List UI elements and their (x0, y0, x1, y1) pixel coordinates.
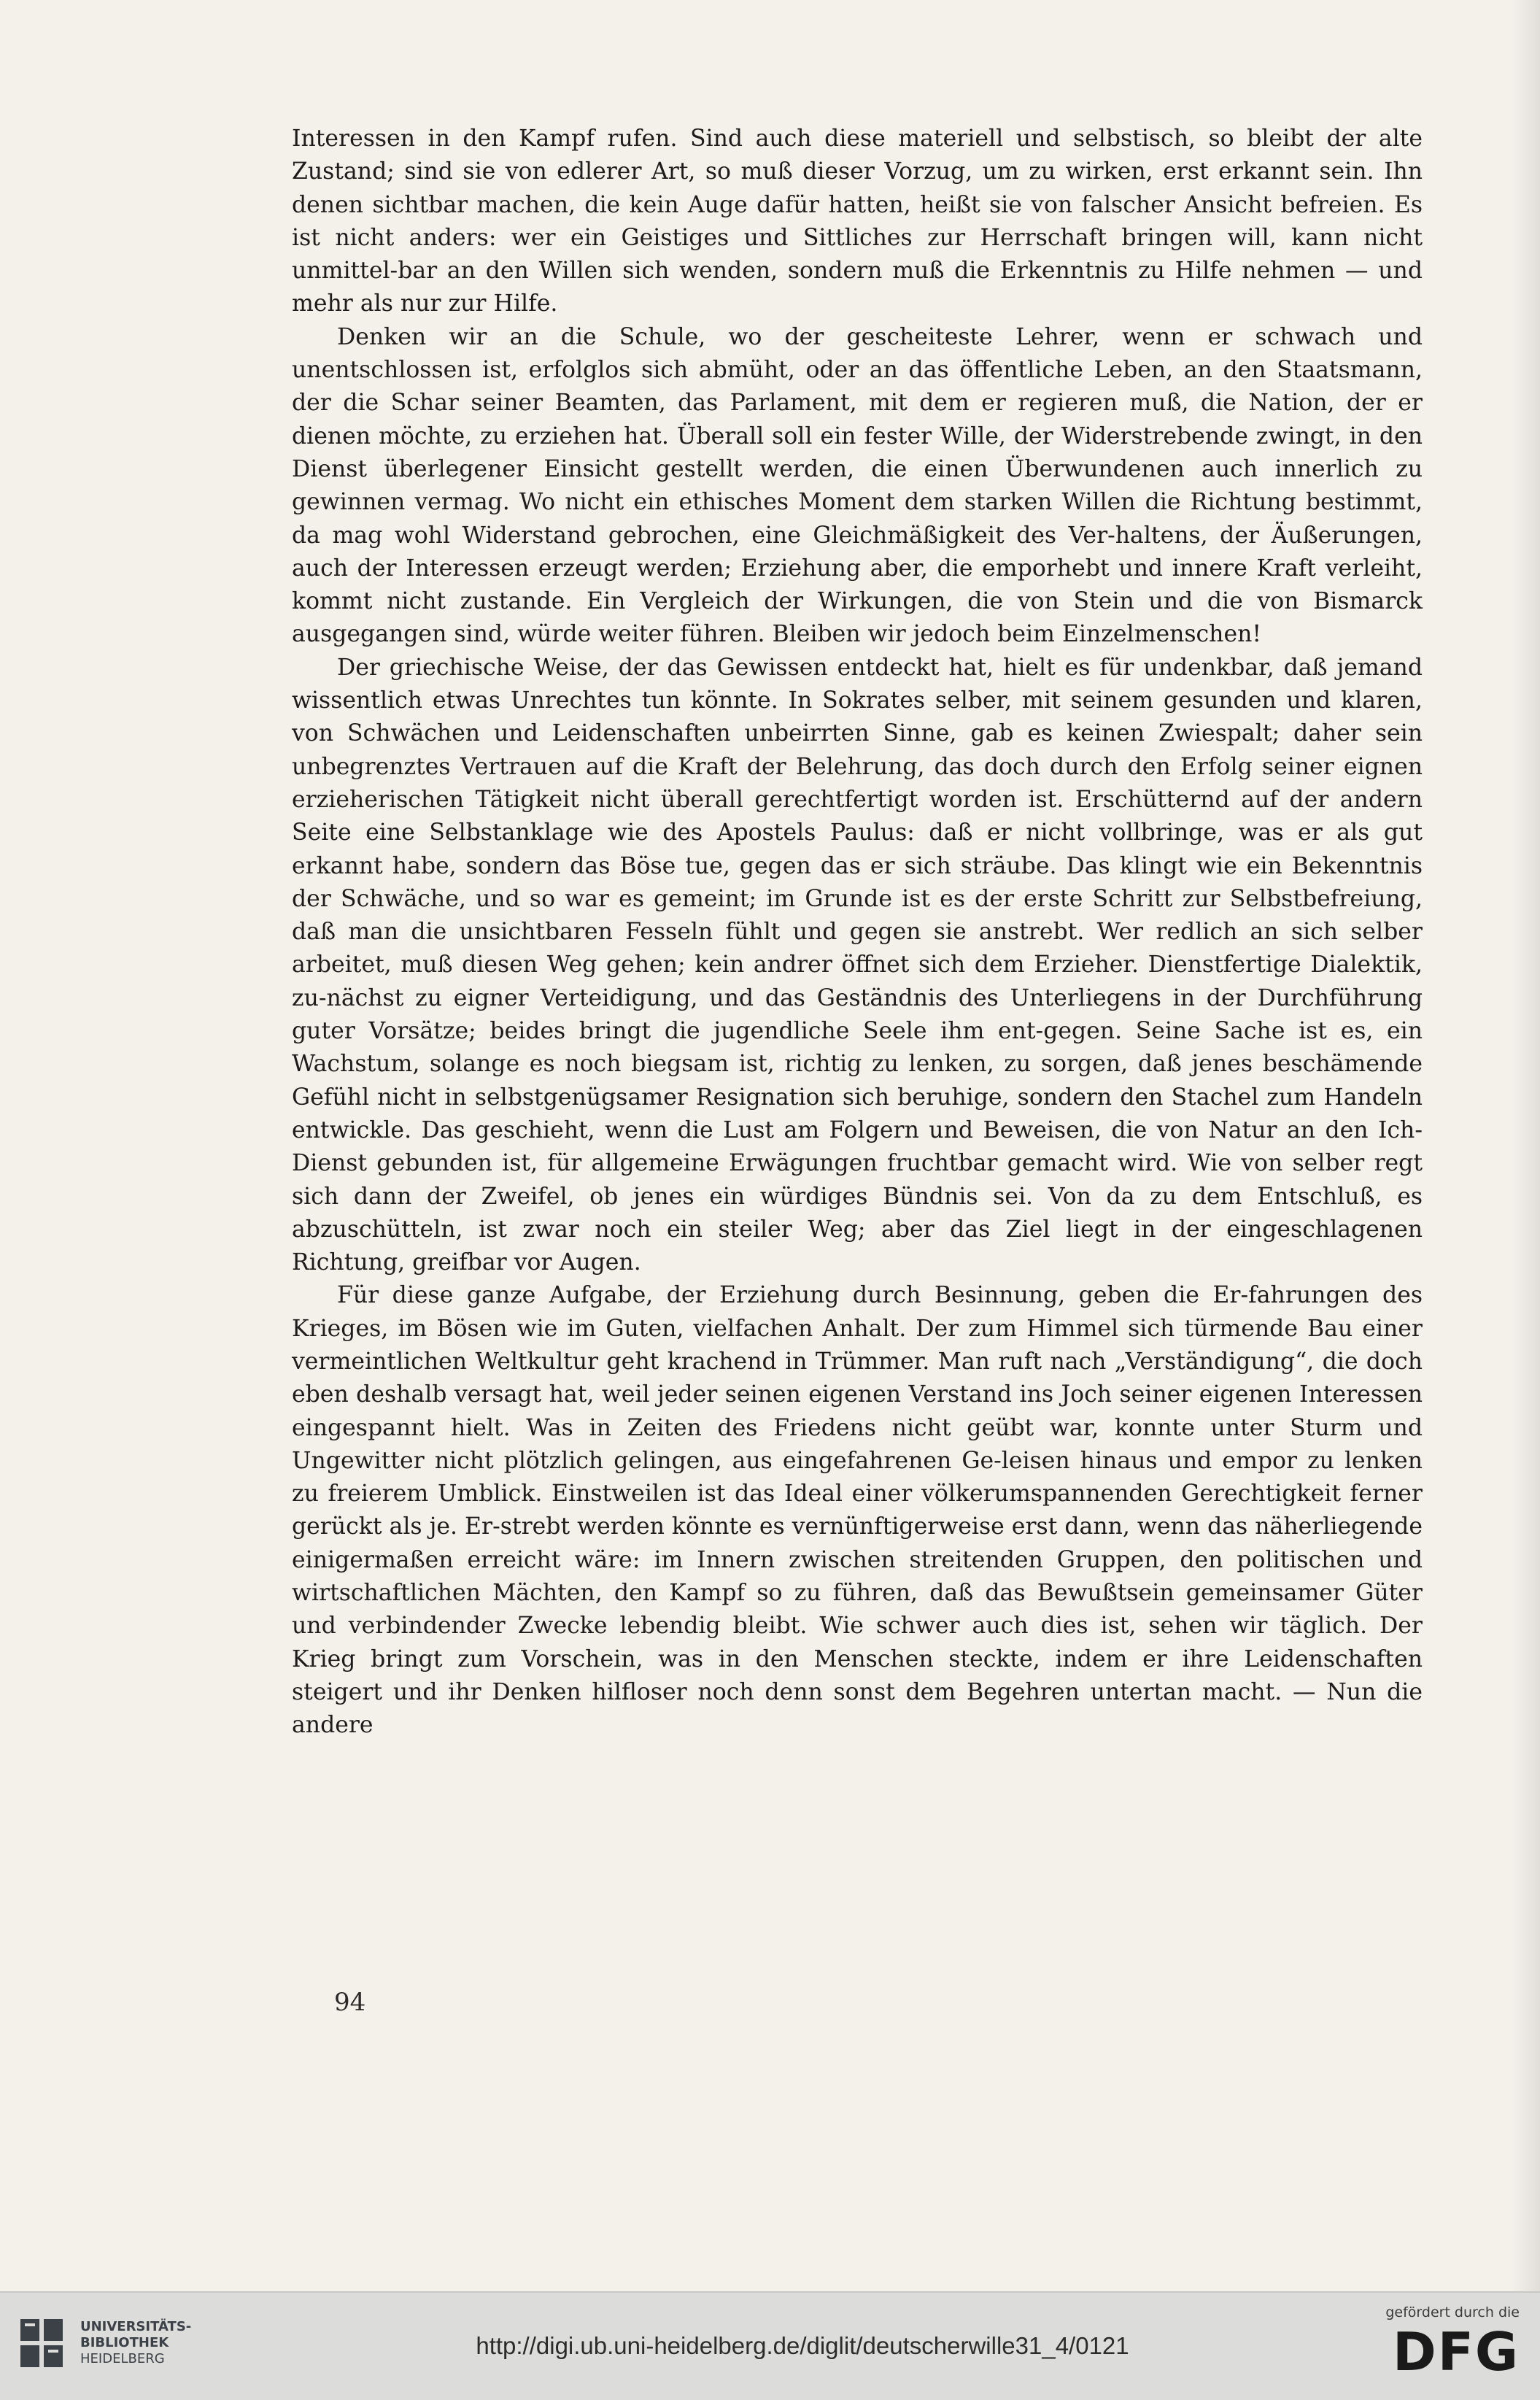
funding-caption: gefördert durch die (1385, 2304, 1520, 2320)
library-name-line-1: UNIVERSITÄTS- (80, 2319, 192, 2334)
library-name-line-2: BIBLIOTHEK (80, 2335, 169, 2350)
paragraph-3: Der griechische Weise, der das Gewissen entdeckt hat, hielt es für undenkbar, daß jemand wissentlich etwas Unrechtes tun könnte. In Sokrates selber, mit seinem gesunden und klaren, von Schwächen und Leidenschaften unbeirrten Sinne, gab es keinen Zwiespalt; daher sein unbegrenztes Vertrauen auf die Kraft der Belehrung, das doch durch den Erfolg seiner eignen erzieherischen Tätigkeit nicht überall gerechtfertigt worden ist. Erschütternd auf der andern Seite eine Selbstanklage wie des Apostels Paulus: daß er nicht vollbringe, was er als gut erkannt habe, sondern das Böse tue, gegen das er sich sträube. Das klingt wie ein Bekenntnis der Schwäche, und so war es gemeint; im Grunde ist es der erste Schritt zur Selbstbefreiung, daß man die unsichtbaren Fesseln fühlt und gegen sie anstrebt. Wer redlich an sich selber arbeitet, muß diesen Weg gehen; kein andrer öffnet sich dem Erzieher. Dienstfertige Dialektik, zu-nächst zu eigner Verteidigung, und das Geständnis des Unterliegens in der Durchführung guter Vorsätze; beides bringt die jugendliche Seele ihm ent-gegen. Seine Sache ist es, ein Wachstum, solange es noch biegsam ist, richtig zu lenken, zu sorgen, daß jenes beschämende Gefühl nicht in selbstgenügsamer Resignation sich beruhige, sondern den Stachel zum Handeln entwickle. Das geschieht, wenn die Lust am Folgern und Beweisen, die von Natur an den Ich-Dienst gebunden ist, für allgemeine Erwägungen fruchtbar gemacht wird. Wie von selber regt sich dann der Zweifel, ob jenes ein würdiges Bündnis sei. Von da zu dem Entschluß, es abzuschütteln, ist zwar noch ein steiler Weg; aber das Ziel liegt in der eingeschlagenen Richtung, greifbar vor Augen. (292, 654, 1423, 1276)
library-name (80, 2319, 191, 2367)
paragraph-2: Denken wir an die Schule, wo der gescheiteste Lehrer, wenn er schwach und unentschlossen ist, erfolglos sich abmüht, oder an das öffentliche Leben, an den Staatsmann, der die Schar seiner Beamten, das Parlament, mit dem er regieren muß, die Nation, der er dienen möchte, zu erziehen hat. Überall soll ein fester Wille, der Widerstrebende zwingt, in den Dienst überlegener Einsicht gestellt werden, die einen Überwundenen auch innerlich zu gewinnen vermag. Wo nicht ein ethisches Moment dem starken Willen die Richtung bestimmt, da mag wohl Widerstand gebrochen, eine Gleichmäßigkeit des Ver-haltens, der Äußerungen, auch der Interessen erzeugt werden; Erziehung aber, die emporhebt und innere Kraft verleiht, kommt nicht zustande. Ein Vergleich der Wirkungen, die von Stein und die von Bismarck ausgegangen sind, würde weiter führen. Bleiben wir jedoch beim Einzelmenschen! (292, 323, 1423, 648)
paragraph-1: Interessen in den Kampf rufen. Sind auch diese materiell und selbstisch, so bleibt der alte Zustand; sind sie von edlerer Art, so muß dieser Vorzug, um zu wirken, erst erkannt sein. Ihn denen sichtbar machen, die kein Auge dafür hatten, heißt sie von falscher Ansicht befreien. Es ist nicht anders: wer ein Geistiges und Sittliches zur Herrschaft bringen will, kann nicht unmittel-bar an den Willen sich wenden, sondern muß die Erkenntnis zu Hilfe nehmen — und mehr als nur zur Hilfe. (292, 126, 1423, 317)
university-seal-icon (18, 2315, 69, 2372)
funding-notice[interactable] (1344, 2304, 1520, 2382)
library-name-line-3: HEIDELBERG (80, 2351, 165, 2366)
library-logo[interactable] (18, 2312, 222, 2385)
body-text (292, 123, 1423, 1743)
dfg-logo: DFG (1392, 2321, 1520, 2382)
page-number: 94 (334, 1988, 366, 2017)
paragraph-4: Für diese ganze Aufgabe, der Erziehung durch Besinnung, geben die Er-fahrungen des Krieges, im Bösen wie im Guten, vielfachen Anhalt. Der zum Himmel sich türmende Bau einer vermeintlichen Weltkultur geht krachend in Trümmer. Man ruft nach „Verständigung“, die doch eben deshalb versagt hat, weil jeder seinen eigenen Verstand ins Joch seiner eigenen Interessen eingespannt hielt. Was in Zeiten des Friedens nicht geübt war, konnte unter Sturm und Ungewitter nicht plötzlich gelingen, aus eingefahrenen Ge-leisen hinaus und empor zu lenken zu freierem Umblick. Einstweilen ist das Ideal einer völkerumspannenden Gerechtigkeit ferner gerückt als je. Er-strebt werden könnte es vernünftigerweise erst dann, wenn das näherliegende einigermaßen erreicht wäre: im Innern zwischen streitenden Gruppen, den politischen und wirtschaftlichen Mächten, den Kampf so zu führen, daß das Bewußtsein gemeinsamer Güter und verbindender Zwecke lebendig bleibt. Wie schwer auch dies ist, sehen wir täglich. Der Krieg bringt zum Vorschein, was in den Menschen steckte, indem er ihre Leidenschaften steigert und ihr Denken hilfloser noch denn sonst dem Begehren untertan macht. — Nun die andere (292, 1282, 1423, 1739)
permalink-url[interactable]: http://digi.ub.uni-heidelberg.de/diglit/deutscherwille31_4/0121 (476, 2332, 1129, 2359)
